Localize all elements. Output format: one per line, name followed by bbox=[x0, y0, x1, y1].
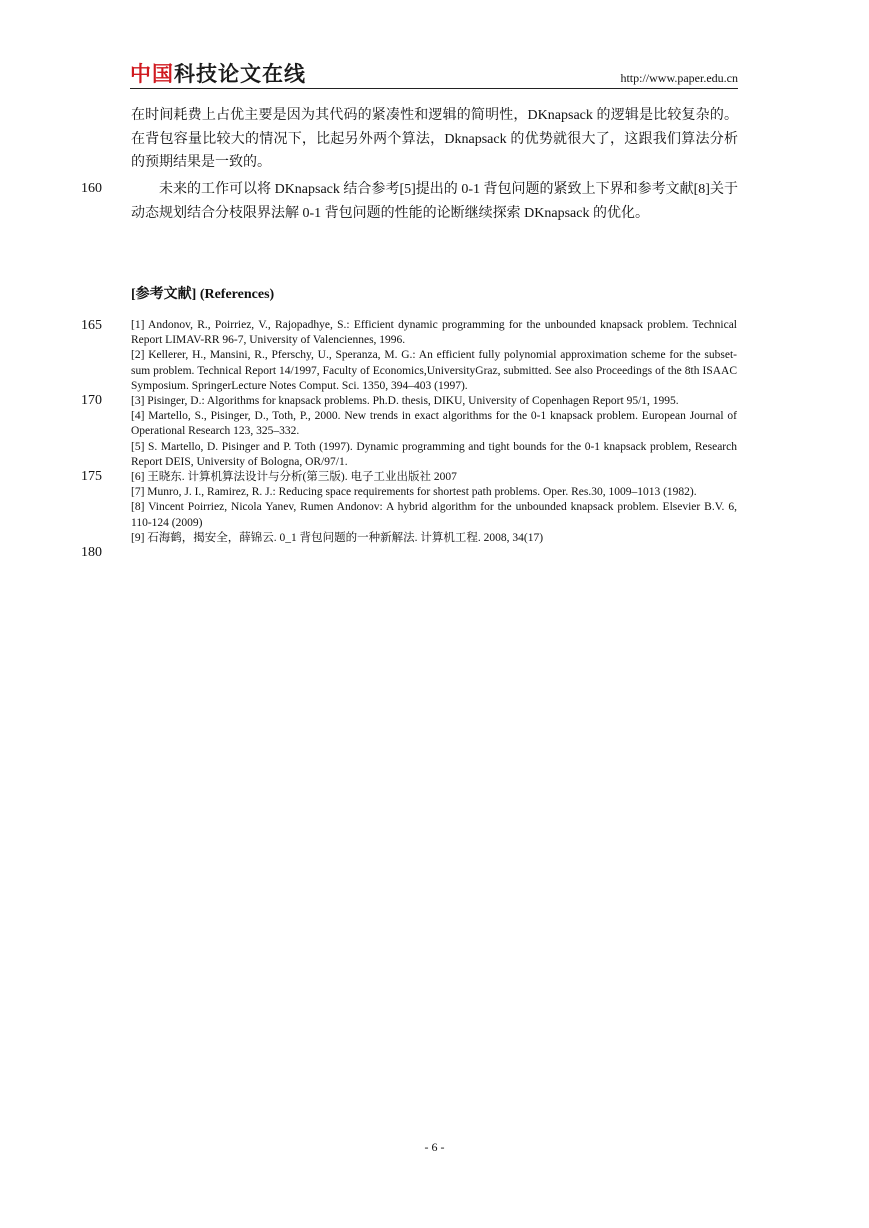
journal-logo bbox=[130, 62, 306, 86]
logo-red-text: 中国 bbox=[130, 62, 174, 86]
reference-item-4: [4] Martello, S., Pisinger, D., Toth, P., 2000. New trends in exact algorithms for the 0-1 knapsack problem. European Journal of Operational Research 123, 325–332. bbox=[131, 410, 737, 438]
reference-item-7: [7] Munro, J. I., Ramirez, R. J.: Reducing space requirements for shortest path problems. Oper. Res.30, 1009–1013 (1982). bbox=[131, 486, 697, 499]
line-number-175: 175 bbox=[81, 469, 102, 484]
line-number-170: 170 bbox=[81, 393, 102, 408]
body-paragraph-2: 未来的工作可以将 DKnapsack 结合参考[5]提出的 0-1 背包问题的紧致上下界和参考文献[8]关于动态规划结合分枝限界法解 0-1 背包问题的性能的论断继续探索 DKnapsack 的优化。 bbox=[131, 182, 738, 221]
reference-item-8: [8] Vincent Poirriez, Nicola Yanev, Rumen Andonov: A hybrid algorithm for the unbounded knapsack problem. Elsevier B.V. 6, 110-124 (2009) bbox=[131, 501, 737, 529]
reference-item-2: [2] Kellerer, H., Mansini, R., Pferschy, U., Speranza, M. G.: An efficient fully polynomial approximation scheme for the subset-sum problem. Technical Report 14/1997, Faculty of Economics,UniversityGraz, submitted. See also Proceedings of the 8th ISAAC Symposium. SpringerLecture Notes Comput. Sci. 1350, 394–403 (1997). bbox=[131, 349, 737, 392]
line-number-160: 160 bbox=[81, 181, 102, 196]
references-heading: [参考文献] (References) bbox=[131, 287, 275, 302]
references-list bbox=[131, 318, 737, 546]
line-number-165: 165 bbox=[81, 318, 102, 333]
line-number-180: 180 bbox=[81, 545, 102, 560]
logo-black-text: 科技论文在线 bbox=[174, 62, 306, 86]
body-paragraph-1: 在时间耗费上占优主要是因为其代码的紧凑性和逻辑的简明性，DKnapsack 的逻辑是比较复杂的。在背包容量比较大的情况下，比起另外两个算法，Dknapsack 的优势就很大了，这跟我们算法分析的预期结果是一致的。 bbox=[131, 108, 738, 170]
reference-item-9: [9] 石海鹤，揭安全，薛锦云. 0_1 背包问题的一种新解法. 计算机工程. 2008, 34(17) bbox=[131, 531, 544, 544]
reference-item-1: [1] Andonov, R., Poirriez, V., Rajopadhye, S.: Efficient dynamic programming for the unbounded knapsack problem. Technical Report LIMAV-RR 96-7, University of Valenciennes, 1996. bbox=[131, 319, 737, 347]
page-number: - 6 - bbox=[424, 1140, 445, 1154]
reference-item-5: [5] S. Martello, D. Pisinger and P. Toth (1997). Dynamic programming and tight bounds for the 0-1 knapsack problem, Research Report DEIS, University of Bologna, OR/97/1. bbox=[131, 440, 737, 468]
header-url[interactable]: http://www.paper.edu.cn bbox=[620, 71, 738, 85]
page-header bbox=[130, 60, 738, 89]
reference-item-6: [6] 王晓东. 计算机算法设计与分析(第三版). 电子工业出版社 2007 bbox=[131, 471, 457, 484]
reference-item-3: [3] Pisinger, D.: Algorithms for knapsack problems. Ph.D. thesis, DIKU, University of Copenhagen Report 95/1, 1995. bbox=[131, 395, 679, 408]
